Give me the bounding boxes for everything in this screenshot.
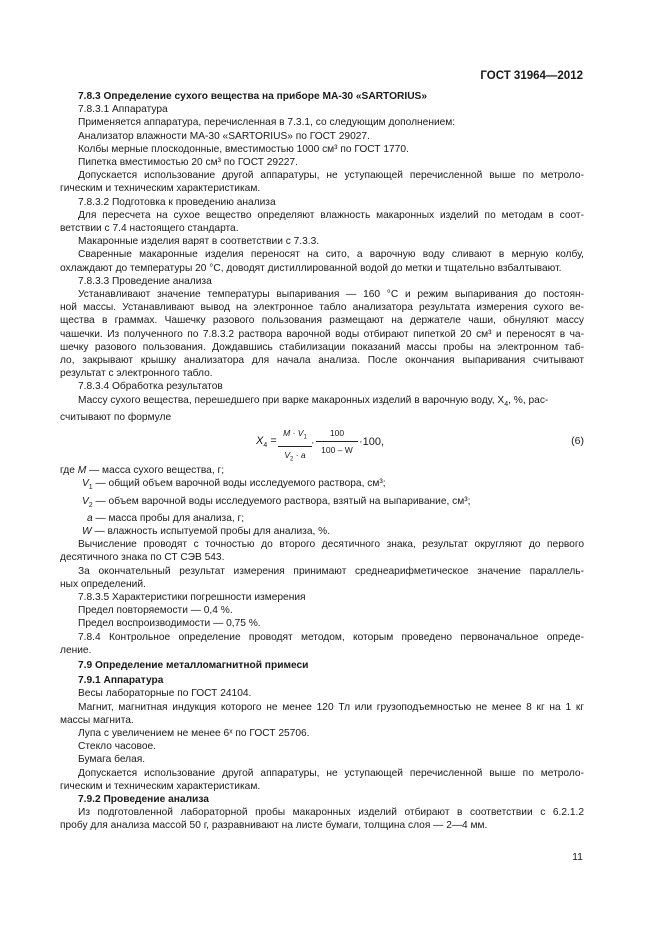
fraction-denominator [278, 447, 312, 467]
paragraph-line: Колбы мерные плоскодонные, вместимостью 1000 см³ по ГОСТ 1770. [78, 143, 409, 155]
subsection-heading-7-9-1: 7.9.1 Аппаратура [78, 675, 164, 687]
paragraph-line: Сваренные макаронные изделия переносят на сито, а варочную воду сливают в мерную колбу, [78, 249, 584, 261]
formula-multiply: · [311, 437, 315, 450]
formula-term: V [284, 450, 291, 460]
formula-subscript: 4 [263, 442, 268, 450]
text-run: , %, рас- [508, 394, 549, 406]
text-run: — влажность испытуемой пробы для анализа, %. [91, 525, 331, 537]
definition-line [60, 464, 584, 477]
fraction-denominator: 100 – W [321, 445, 353, 456]
formula-subscript: 2 [290, 456, 294, 463]
paragraph-line: Бумага белая. [78, 754, 146, 766]
formula-definitions [60, 464, 584, 538]
formula-subscript: 1 [303, 434, 307, 441]
subscript: 2 [88, 501, 93, 509]
paragraph-line: ной массы. Устанавливают вывод на электронное табло анализатора результата измерения сухого ве- [60, 302, 584, 314]
paragraph-line: гическим и техническим характеристикам. [60, 780, 261, 792]
text-run: — масса пробы для анализа, г; [92, 512, 245, 524]
clause-heading: 7.8.3.5 Характеристики погрешности измерения [78, 592, 306, 603]
page-number: 11 [572, 851, 583, 863]
paragraph-line: результат с электронного табло. [60, 368, 213, 380]
paragraph-line: чашечки. Из полученного по 7.8.3.2 раствора варочной воды отбирают пипеткой 20 см³ и переносят в ча- [60, 328, 584, 340]
paragraph-line [60, 394, 584, 411]
formula-fraction-2 [316, 427, 358, 457]
formula-number: (6) [571, 435, 584, 448]
paragraph-line: Устанавливают значение температуры выпаривания — 160 °С и режим выпаривания до постоян- [78, 289, 584, 301]
paragraph-line: ление. [60, 644, 92, 656]
paragraph-line: десятичного знака по СТ СЭВ 543. [60, 552, 225, 564]
paragraph-line: Допускается использование другой аппаратуры, не уступающей перечисленной выше по метроло- [78, 767, 584, 779]
paragraph-line: Анализатор влажности МА-30 «SARTORIUS» по ГОСТ 29027. [78, 130, 370, 142]
clause-heading: 7.8.3.4 Обработка результатов [78, 381, 223, 393]
paragraph-line: Предел воспроизводимости — 0,75 %. [78, 618, 261, 630]
paragraph-line: пробу для анализа массой 50 г, разравнивают на листе бумаги, толщина слоя — 2—4 мм. [60, 820, 488, 832]
definition-line [60, 512, 584, 525]
definition-line [60, 477, 584, 494]
clause-heading: 7.8.3.3 Проведение анализа [78, 275, 212, 287]
paragraph-line: Вычисление проводят с точностью до второго десятичного знака, результат округляют до первого [78, 539, 584, 551]
paragraph-line: охлаждают до температуры 20 °С, доводят дистиллированной водой до метки и тщательно взбалтывают. [60, 262, 562, 274]
paragraph-line: Макаронные изделия варят в соответствии с 7.3.3. [78, 236, 320, 248]
paragraph-line: Стекло часовое. [78, 741, 157, 753]
paragraph-line: Весы лабораторные по ГОСТ 24104. [78, 688, 252, 700]
paragraph-line: шечку разового пользования. Дождавшись стабилизации показаний массы пробы на электронном таб- [60, 341, 584, 353]
formula-equals: = [270, 435, 277, 448]
subscript: 1 [88, 484, 93, 492]
formula-tail: ·100, [359, 436, 385, 449]
section-heading-7-9: 7.9 Определение металломагнитной примеси [78, 660, 309, 672]
formula-symbol: X [256, 435, 264, 448]
paragraph-line: ветствии с 7.4 настоящего стандарта. [60, 223, 239, 235]
definition-line [60, 495, 584, 512]
text-run: где [60, 465, 78, 477]
paragraph-line: Для пересчета на сухое вещество определяют влажность макаронных изделий по методам в соот- [78, 209, 584, 221]
paragraph-line: Из подготовленной лабораторной пробы макаронных изделий отбирают в соответствии с 6.2.1.2 [78, 807, 584, 819]
paragraph-line: ных определений. [60, 578, 146, 590]
subscript: 4 [504, 400, 509, 408]
symbol: V [82, 478, 89, 490]
paragraph-line: щества в граммах. Чашечку разового пользования размещают на держателе чаши, обнуляют массу [60, 315, 584, 327]
definition-line [60, 525, 584, 538]
paragraph-line: Допускается использование другой аппаратуры, не уступающей перечисленной выше по метроло- [78, 170, 584, 182]
text-run: — масса сухого вещества, г; [86, 465, 225, 477]
clause-heading: 7.8.3.2 Подготовка к проведению анализа [78, 196, 276, 208]
symbol: M [77, 465, 87, 477]
formula-term: M · V [283, 428, 304, 439]
paragraph-line: гическим и техническим характеристикам. [60, 183, 261, 195]
paragraph-line: Магнит, магнитная индукция которого не менее 120 Тл или грузоподъемностью не менее 8 кг на 1 кг [78, 701, 584, 713]
text-run: — общий объем варочной воды исследуемого раствора, см³; [92, 478, 386, 490]
fraction-numerator [278, 427, 312, 447]
symbol: a [87, 512, 93, 524]
subsection-heading-7-9-2: 7.9.2 Проведение анализа [78, 794, 209, 806]
paragraph-line: массы магнита. [60, 714, 134, 726]
clause-heading: 7.8.3.1 Аппаратура [78, 104, 168, 116]
fraction-numerator: 100 [316, 427, 358, 442]
document-id-header: ГОСТ 31964—2012 [480, 70, 583, 82]
document-body [60, 90, 584, 833]
paragraph-line: ло, закрывают крышку анализатора для начала анализа. После окончания выпаривания считывают [60, 355, 584, 367]
formula-6 [60, 427, 584, 463]
paragraph-line: Применяется аппаратура, перечисленная в 7.3.1, со следующим дополнением: [78, 117, 456, 129]
text-run: — объем варочной воды исследуемого раствора, взятый на выпаривание, см³; [92, 495, 471, 507]
paragraph-line: Пипетка вместимостью 20 см³ по ГОСТ 29227. [78, 157, 298, 169]
paragraph-line: 7.8.4 Контрольное определение проводят методом, которым проведено первоначальное опреде- [78, 631, 584, 643]
section-heading-7-8-3: 7.8.3 Определение сухого вещества на приборе МА-30 «SARTORIUS» [78, 91, 428, 102]
paragraph-line: Лупа с увеличением не менее 6ˣ по ГОСТ 25706. [78, 728, 310, 740]
text-run: Массу сухого вещества, перешедшего при варке макаронных изделий в варочную воду, X [78, 394, 505, 406]
paragraph-line: За окончательный результат измерения принимают среднеарифметическое значение параллель- [78, 565, 584, 577]
symbol: W [82, 525, 92, 537]
symbol: V [82, 495, 89, 507]
formula-term: · a [293, 450, 306, 460]
paragraph-line: считывают по формуле [60, 411, 172, 423]
formula-fraction-1 [278, 427, 312, 467]
formula-lhs [256, 435, 277, 452]
paragraph-line: Предел повторяемости — 0,4 %. [78, 605, 233, 617]
